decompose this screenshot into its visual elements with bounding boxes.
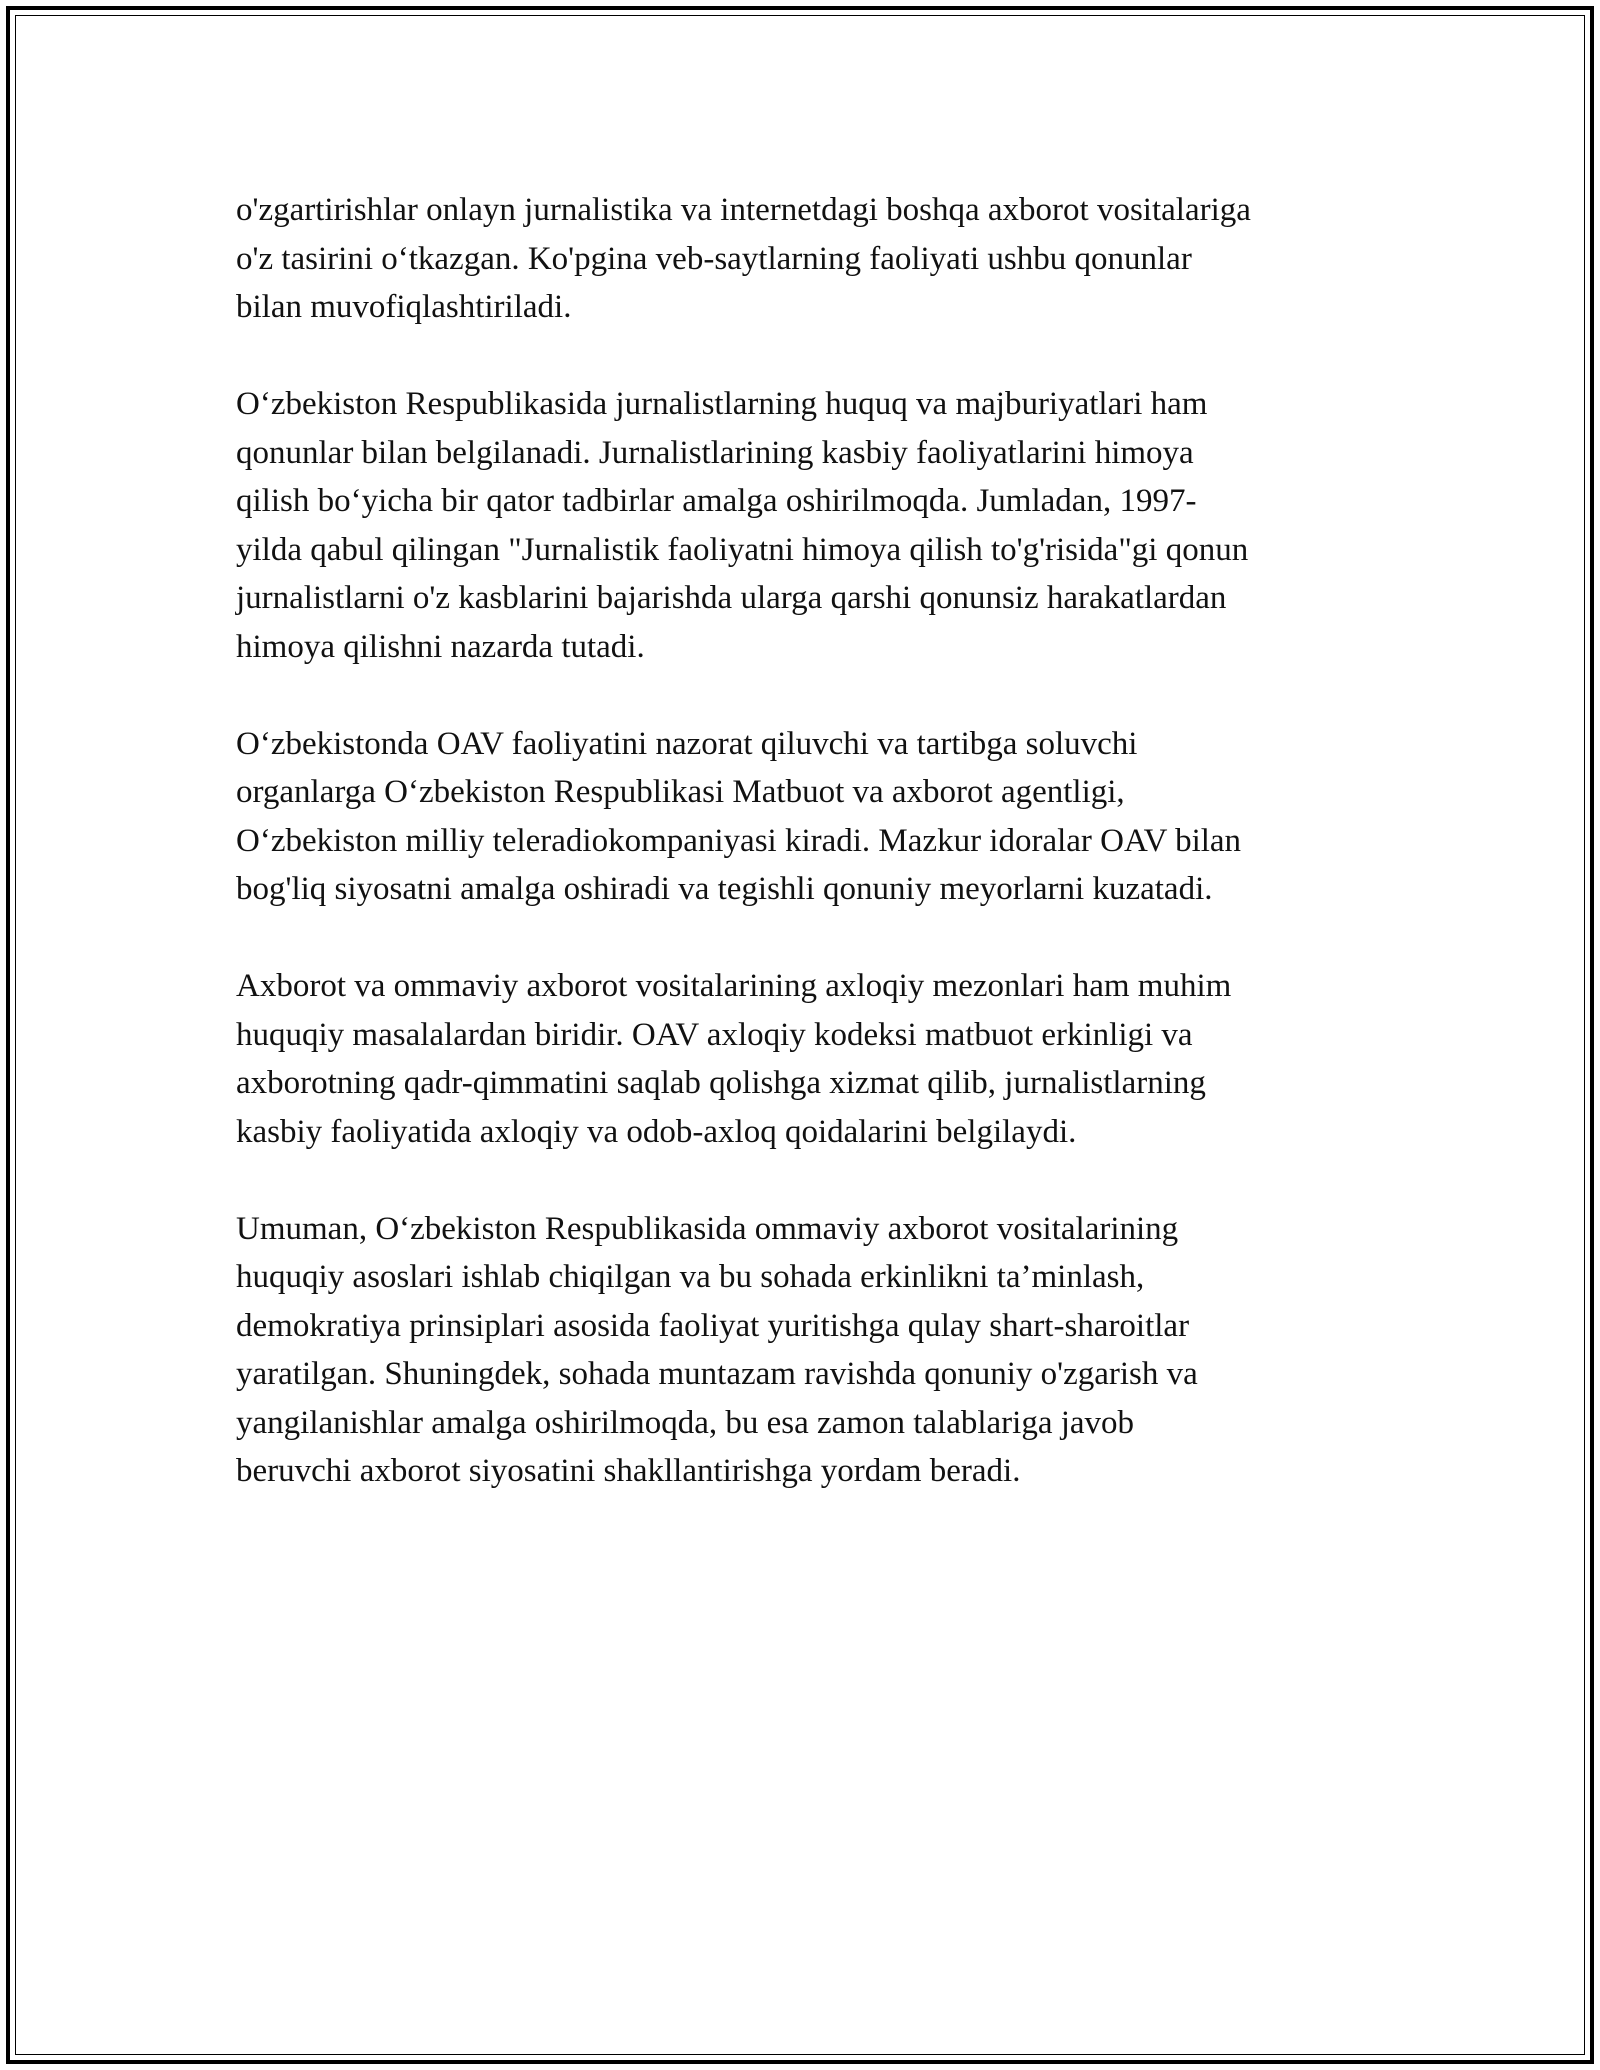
text-line: jurnalistlarni o'z kasblarini bajarishda ularga qarshi qonunsiz harakatlardan	[236, 580, 1227, 616]
text-line: bilan muvofiqlashtiriladi.	[236, 289, 572, 325]
text-line: axborotning qadr-qimmatini saqlab qolishga xizmat qilib, jurnalistlarning	[236, 1065, 1206, 1101]
text-line: O‘zbekiston milliy teleradiokompaniyasi kiradi. Mazkur idoralar OAV bilan	[236, 822, 1242, 859]
paragraph-2	[236, 380, 1376, 671]
text-line: Umuman, O‘zbekiston Respublikasida ommaviy axborot vositalarining	[236, 1210, 1179, 1247]
text-line: Axborot va ommaviy axborot vositalarining axloqiy mezonlari ham muhim	[236, 968, 1232, 1004]
text-line: o'zgartirishlar onlayn jurnalistika va internetdagi boshqa axborot vositalariga	[236, 192, 1251, 228]
text-line: qonunlar bilan belgilanadi. Jurnalistlarining kasbiy faoliyatlarini himoya	[236, 434, 1194, 471]
text-line: qilish bo‘yicha bir qator tadbirlar amalga oshirilmoqda. Jumladan, 1997-	[236, 483, 1197, 519]
paragraph-5	[236, 1205, 1376, 1496]
text-line: o'z tasirini o‘tkazgan. Ko'pgina veb-saytlarning faoliyati ushbu qonunlar	[236, 240, 1192, 277]
text-line: O‘zbekistonda OAV faoliyatini nazorat qiluvchi va tartibga soluvchi	[236, 725, 1138, 762]
document-body	[236, 186, 1376, 1544]
text-line: kasbiy faoliyatida axloqiy va odob-axloq qoidalarini belgilaydi.	[236, 1113, 1077, 1150]
text-line: bog'liq siyosatni amalga oshiradi va tegishli qonuniy meyorlarni kuzatadi.	[236, 871, 1213, 907]
paragraph-3	[236, 720, 1376, 914]
text-line: huquqiy asoslari ishlab chiqilgan va bu sohada erkinlikni ta’minlash,	[236, 1259, 1145, 1295]
text-line: huquqiy masalalardan biridir. OAV axloqiy kodeksi matbuot erkinligi va	[236, 1016, 1193, 1053]
text-line: yaratilgan. Shuningdek, sohada muntazam ravishda qonuniy o'zgarish va	[236, 1356, 1198, 1392]
text-line: O‘zbekiston Respublikasida jurnalistlarning huquq va majburiyatlari ham	[236, 386, 1208, 422]
paragraph-1	[236, 186, 1376, 332]
text-line: yangilanishlar amalga oshirilmoqda, bu esa zamon talablariga javob	[236, 1404, 1135, 1441]
text-line: organlarga O‘zbekiston Respublikasi Matbuot va axborot agentligi,	[236, 774, 1125, 810]
text-line: himoya qilishni nazarda tutadi.	[236, 628, 645, 665]
text-line: demokratiya prinsiplari asosida faoliyat yuritishga qulay shart-sharoitlar	[236, 1307, 1190, 1344]
text-line: beruvchi axborot siyosatini shakllantirishga yordam beradi.	[236, 1453, 1021, 1489]
text-line: yilda qabul qilingan "Jurnalistik faoliyatni himoya qilish to'g'risida"gi qonun	[236, 531, 1249, 568]
paragraph-4	[236, 962, 1376, 1156]
